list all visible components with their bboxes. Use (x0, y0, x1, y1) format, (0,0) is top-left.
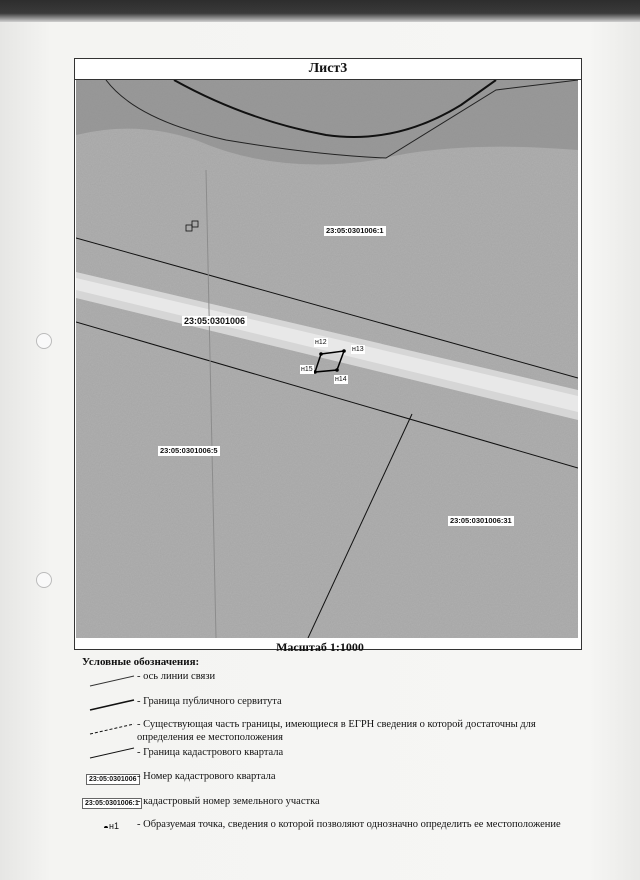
sheet-title: Лист3 (75, 59, 581, 80)
map-sheet (74, 58, 582, 650)
point-label: н14 (335, 376, 347, 383)
map-scale: Масштаб 1:1000 (276, 640, 364, 654)
quarter-label: 23:05:0301006 (184, 316, 246, 326)
legend-title: Условные обозначения: (82, 656, 200, 668)
parcel-label: 23:05:0301006:5 (160, 446, 218, 455)
point-n12-marker (319, 352, 323, 356)
servitude-symbol (90, 700, 134, 710)
point-label: н15 (301, 366, 313, 373)
legend-item-communication-axis: - ось линии связи (137, 671, 216, 682)
punch-hole (36, 572, 52, 588)
legend-item-parcel-number: - кадастровый номер земельного участка (137, 796, 320, 807)
legend-item-formed-point: - Образуемая точка, сведения о которой позволяют однозначно определить ее местоположение (137, 819, 561, 830)
point-n13-marker (342, 349, 346, 353)
punch-hole (36, 333, 52, 349)
map-area (76, 80, 578, 638)
point-n14-marker (335, 368, 339, 372)
parcel-label: 23:05:0301006:1 (326, 226, 384, 235)
point-label: н12 (315, 339, 327, 346)
map-canvas (76, 80, 578, 638)
parcel-label: 23:05:0301006:31 (450, 516, 512, 525)
communication-axis-symbol (90, 676, 134, 686)
existing-boundary-symbol (90, 724, 134, 734)
parcel-number-sample: 23:05:0301006:1 (82, 798, 142, 809)
point-n15-marker (313, 370, 317, 374)
legend-item-quarter-number: - Номер кадастрового квартала (137, 771, 276, 782)
legend-item-servitude: - Граница публичного сервитута (137, 696, 282, 707)
point-label: н13 (352, 346, 364, 353)
quarter-number-sample: 23:05:0301006 (86, 774, 140, 785)
scan-edge (0, 0, 640, 22)
legend-item-existing-boundary: - Существующая часть границы, имеющиеся в ЕГРН сведения о которой достаточны для определения ее местоположения (137, 719, 536, 743)
legend-item-quarter-boundary: - Граница кадастрового квартала (137, 747, 284, 758)
quarter-boundary-symbol (90, 748, 134, 758)
formed-point-sample: н1 (109, 821, 119, 831)
